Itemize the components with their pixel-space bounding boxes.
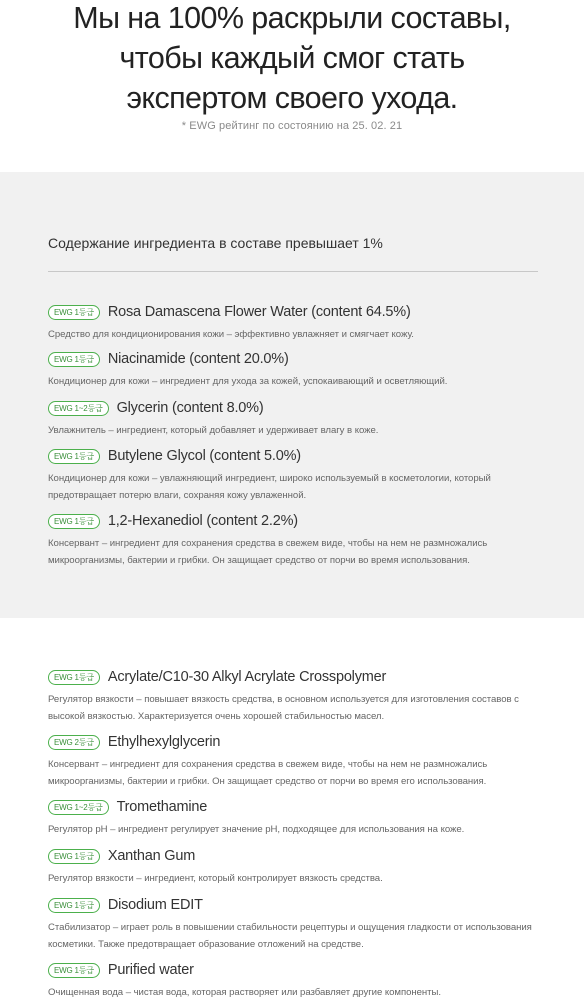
ingredient-description: Стабилизатор – играет роль в повышении стабильности рецептуры и ощущения гладкости от использования косметики. Также предотвращает образование отложений на средстве. — [48, 922, 532, 950]
ewg-grade-badge: EWG 1등급 — [48, 898, 100, 913]
ingredient-item — [48, 445, 548, 504]
hero-title-line: чтобы каждый смог стать — [119, 41, 465, 75]
ingredient-item — [48, 845, 548, 888]
ingredient-description: Консервант – ингредиент для сохранения средства в свежем виде, чтобы на нем не размножались микроорганизмы, бактерии и грибки. Он защищает средство от порчи во время использования. — [48, 538, 488, 566]
ewg-grade-badge: EWG 1등급 — [48, 670, 100, 685]
ingredient-item — [48, 894, 548, 953]
ingredient-item — [48, 348, 548, 391]
ewg-grade-badge: EWG 1등급 — [48, 963, 100, 978]
ingredient-name: Disodium EDIT — [107, 897, 203, 913]
ewg-grade-badge: EWG 2등급 — [48, 735, 100, 750]
ingredient-item — [48, 959, 548, 1000]
ingredient-name: Purified water — [107, 962, 194, 978]
ewg-grade-badge: EWG 1등급 — [48, 352, 100, 367]
major-ingredients-heading: Содержание ингредиента в составе превышает 1% — [48, 235, 383, 251]
ingredient-description: Регулятор вязкости – ингредиент, который контролирует вязкость средства. — [48, 873, 383, 884]
ingredient-item — [48, 301, 548, 344]
ewg-grade-badge: EWG 1등급 — [48, 449, 100, 464]
ingredient-name: Acrylate/C10-30 Alkyl Acrylate Crosspolymer — [107, 669, 387, 685]
ingredient-description: Средство для кондиционирования кожи – эффективно увлажняет и смягчает кожу. — [48, 329, 414, 340]
ingredient-item — [48, 796, 548, 839]
ewg-grade-badge: EWG 1등급 — [48, 849, 100, 864]
ewg-grade-badge: EWG 1~2등급 — [48, 800, 109, 815]
ingredient-name: Ethylhexylglycerin — [107, 734, 221, 750]
ewg-rating-date-note: * EWG рейтинг по состоянию на 25. 02. 21 — [181, 120, 403, 132]
ewg-grade-badge: EWG 1등급 — [48, 305, 100, 320]
ingredient-item — [48, 666, 548, 725]
ingredient-item — [48, 510, 548, 569]
ingredient-description: Увлажнитель – ингредиент, который добавляет и удерживает влагу в коже. — [48, 425, 379, 436]
ingredient-description: Очищенная вода – чистая вода, которая растворяет или разбавляет другие компоненты. — [48, 987, 441, 998]
ingredient-name: Rosa Damascena Flower Water (content 64.5%) — [107, 304, 411, 320]
hero-title — [0, 0, 584, 118]
ingredient-description: Консервант – ингредиент для сохранения средства в свежем виде, чтобы на нем не размножались микроорганизмы, бактерии и грибки. Он защищает средство от порчи во время его использования. — [48, 759, 488, 787]
ewg-grade-badge: EWG 1등급 — [48, 514, 100, 529]
section-divider — [48, 271, 538, 272]
hero-section — [0, 0, 584, 172]
hero-title-line: экспертом своего ухода. — [126, 81, 458, 115]
ingredient-description: Кондиционер для кожи – ингредиент для ухода за кожей, успокаивающий и осветляющий. — [48, 376, 448, 387]
ingredient-name: Niacinamide (content 20.0%) — [107, 351, 289, 367]
ingredient-item — [48, 731, 548, 790]
ingredient-name: Butylene Glycol (content 5.0%) — [107, 448, 301, 464]
ingredient-name: 1,2-Hexanediol (content 2.2%) — [107, 513, 298, 529]
ewg-grade-badge: EWG 1~2등급 — [48, 401, 109, 416]
ingredient-description: Кондиционер для кожи – увлажняющий ингредиент, широко используемый в косметологии, который предотвращает потерю влаги, сохраняя кожу увлаженной. — [48, 473, 491, 501]
ingredient-name: Tromethamine — [116, 799, 208, 815]
hero-title-line: Мы на 100% раскрыли составы, — [73, 1, 511, 35]
ingredient-name: Xanthan Gum — [107, 848, 196, 864]
ingredient-description: Регулятор вязкости – повышает вязкость средства, в основном используется для изготовления составов с высокой вязкостью. Характеризуется очень хорошей стабильностью масел. — [48, 694, 519, 722]
ingredient-description: Регулятор pH – ингредиент регулирует значение pH, подходящее для использования на коже. — [48, 824, 465, 835]
ingredient-item — [48, 397, 548, 440]
ingredient-name: Glycerin (content 8.0%) — [116, 400, 264, 416]
